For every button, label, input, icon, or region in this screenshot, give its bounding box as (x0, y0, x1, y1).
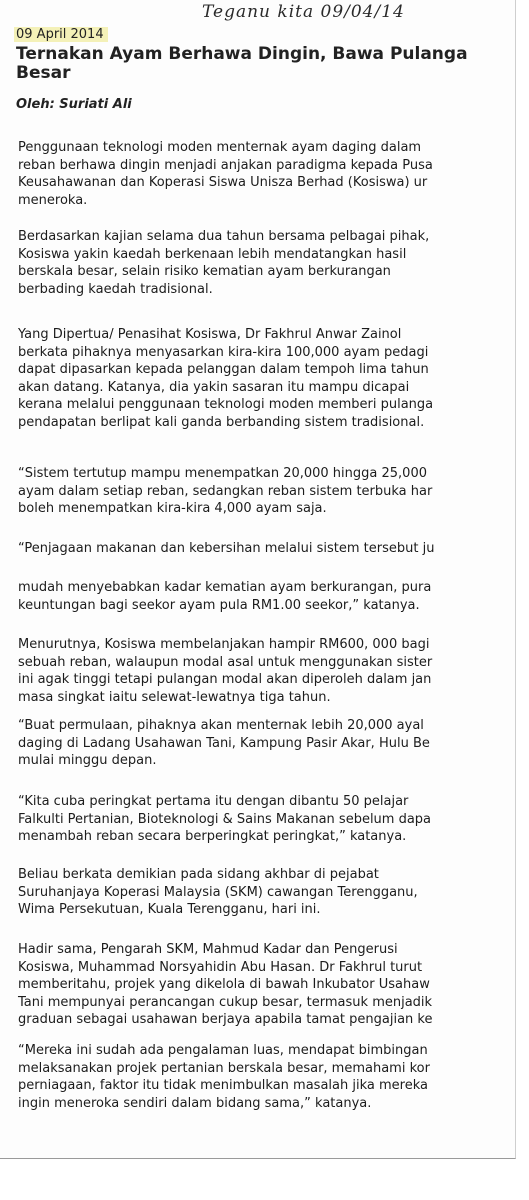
paragraph-line: ingin meneroka sendiri dalam bidang sama,” katanya. (18, 1095, 372, 1111)
paragraph-line: Suruhanjaya Koperasi Malaysia (SKM) cawangan Terengganu, (18, 884, 418, 900)
article-paragraph (18, 228, 429, 298)
article-paragraph (18, 579, 431, 614)
article-headline (16, 45, 516, 83)
paragraph-line: berbading kaedah tradisional. (18, 281, 213, 297)
paragraph-line: keuntungan bagi seekor ayam pula RM1.00 seekor,” katanya. (18, 597, 420, 613)
article-paragraph (18, 139, 433, 209)
paragraph-line: memberitahu, projek yang dikelola di bawah Inkubator Usahaw (18, 977, 430, 992)
paragraph-line: melaksanakan projek pertanian berskala besar, memahami kor (18, 1060, 430, 1076)
paragraph-line: reban berhawa dingin menjadi anjakan paradigma kepada Pusa (18, 157, 433, 173)
article-paragraph (18, 465, 432, 518)
article-paragraph (18, 866, 418, 919)
article-paragraph (18, 326, 433, 431)
paragraph-line: Falkulti Pertanian, Bioteknologi & Sains Makanan sebelum dapa (18, 811, 432, 827)
paragraph-line: “Kita cuba peringkat pertama itu dengan dibantu 50 pelajar (18, 794, 409, 809)
paragraph-line: Tani mempunyai perancangan cukup besar, termasuk menjadik (18, 994, 433, 1010)
paragraph-line: “Buat permulaan, pihaknya akan menternak lebih 20,000 ayal (18, 718, 424, 733)
paragraph-line: perniagaan, faktor itu tidak menimbulkan masalah jika mereka (18, 1078, 428, 1093)
paragraph-line: masa singkat iaitu selewat-lewatnya tiga tahun. (18, 689, 331, 705)
article-paragraph (18, 540, 434, 558)
paragraph-line: mulai minggu depan. (18, 753, 157, 768)
handwritten-note: Teganu kita 09/04/14 (202, 2, 405, 22)
paragraph-line: berskala besar, selain risiko kematian ayam berkurangan (18, 264, 391, 279)
article-paragraph (18, 636, 432, 706)
paragraph-line: Kosiswa, Muhammad Norsyahidin Abu Hasan. Dr Fakhrul turut (18, 959, 423, 975)
paragraph-line: Yang Dipertua/ Penasihat Kosiswa, Dr Fakhrul Anwar Zainol (18, 327, 402, 342)
paragraph-line: Kosiswa yakin kaedah berkenaan lebih mendatangkan hasil (18, 246, 407, 262)
paragraph-line: Berdasarkan kajian selama dua tahun bersama pelbagai pihak, (18, 229, 430, 244)
article-paragraph (18, 941, 432, 1029)
paragraph-line: daging di Ladang Usahawan Tani, Kampung Pasir Akar, Hulu Be (18, 735, 430, 751)
paragraph-line: Hadir sama, Pengarah SKM, Mahmud Kadar dan Pengerusi (18, 942, 398, 957)
paragraph-line: graduan sebagai usahawan berjaya apabila tamat pengajian ke (18, 1012, 433, 1027)
article-byline: Oleh: Suriati Ali (16, 97, 132, 112)
paragraph-line: kerana melalui penggunaan teknologi moden memberi pulanga (18, 397, 434, 412)
paragraph-line: Menurutnya, Kosiswa membelanjakan hampir RM600, 000 bagi (18, 637, 430, 652)
article-paragraph (18, 793, 431, 846)
paragraph-line: mudah menyebabkan kadar kematian ayam berkurangan, pura (18, 580, 432, 595)
paragraph-line: boleh menempatkan kira-kira 4,000 ayam saja. (18, 501, 327, 516)
paragraph-line: Wima Persekutuan, Kuala Terengganu, hari ini. (18, 902, 321, 917)
paragraph-line: Beliau berkata demikian pada sidang akhbar di pejabat (18, 867, 379, 882)
paragraph-line: berkata pihaknya menyasarkan kira-kira 100,000 ayam pedagi (18, 344, 429, 360)
headline-line: Besar (16, 63, 71, 83)
article-paragraph (18, 1042, 430, 1112)
paragraph-line: menambah reban secara berperingkat peringkat,” katanya. (18, 829, 407, 844)
headline-line: Ternakan Ayam Berhawa Dingin, Bawa Pulanga (16, 44, 468, 64)
article-date: 09 April 2014 (14, 27, 108, 42)
paragraph-line: meneroka. (18, 192, 88, 208)
paragraph-line: akan datang. Katanya, dia yakin sasaran itu mampu dicapai (18, 379, 410, 395)
paragraph-line: Keusahawanan dan Koperasi Siswa Unisza Berhad (Kosiswa) ur (18, 175, 428, 190)
article-paragraph (18, 717, 430, 770)
paragraph-line: ayam dalam setiap reban, sedangkan reban sistem terbuka har (18, 483, 433, 499)
paragraph-line: ini agak tinggi tetapi pulangan modal akan diperoleh dalam jan (18, 672, 432, 687)
paragraph-line: sebuah reban, walaupun modal asal untuk menggunakan sister (18, 654, 433, 670)
paragraph-line: “Penjagaan makanan dan kebersihan melalui sistem tersebut ju (18, 541, 435, 556)
paragraph-line: pendapatan berlipat kali ganda berbanding sistem tradisional. (18, 414, 425, 430)
paragraph-line: dapat dipasarkan kepada pelanggan dalam tempoh lima tahun (18, 362, 429, 377)
paragraph-line: Penggunaan teknologi moden menternak ayam daging dalam (18, 140, 422, 155)
paragraph-line: “Mereka ini sudah ada pengalaman luas, mendapat bimbingan (18, 1043, 428, 1058)
paragraph-line: “Sistem tertutup mampu menempatkan 20,000 hingga 25,000 (18, 466, 427, 481)
